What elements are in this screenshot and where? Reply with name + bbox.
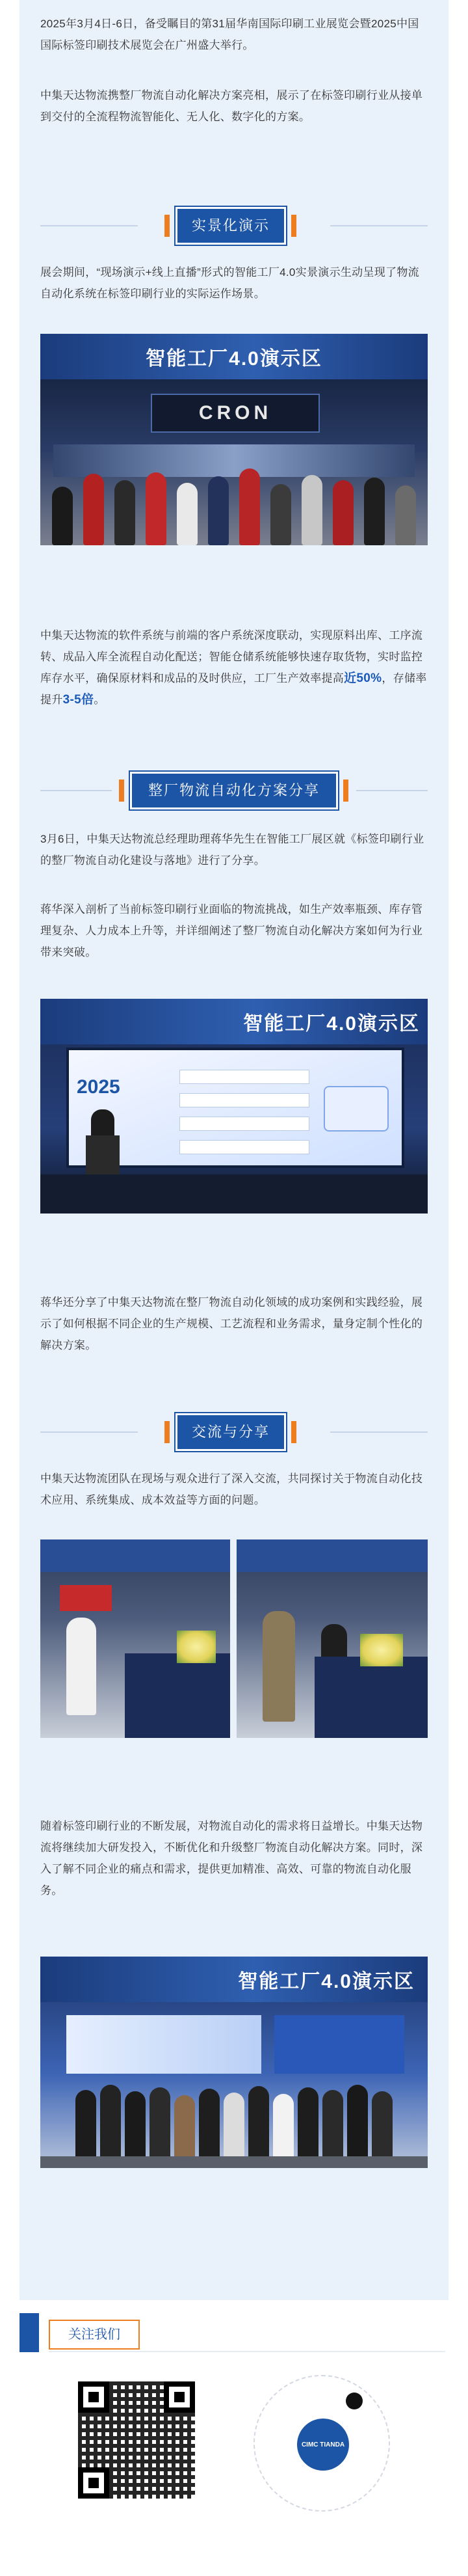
photo-brand-screen: CRON — [151, 394, 320, 433]
section2-paragraph-1: 3月6日，中集天达物流总经理助理蒋华先生在智能工厂展区就《标签印刷行业的整厂物流自动化建设与落地》进行了分享。 — [40, 833, 424, 867]
intro-paragraph-1: 2025年3月4日-6日，备受瞩目的第31届华南国际印刷工业展览会暨2025中国国际标签印刷技术展览会在广州盛大举行。 — [40, 18, 419, 51]
section1-paragraph-2: 中集天达物流的软件系统与前端的客户系统深度联动，实现原料出库、工序流转、成品入库全流程自动化配送；智能仓储系统能够快速存取货物，实时监控库存水平，确保原材料和成品的及时供应，工厂生产效率提高近50%，存储率提升3-5倍。 — [40, 629, 427, 707]
section2-paragraph-2: 蒋华深入剖析了当前标签印刷行业面临的物流挑战，如生产效率瓶颈、库存管理复杂、人力成本上升等，并详细阐述了整厂物流自动化解决方案如何为行业带来突破。 — [40, 903, 423, 958]
photo-banner: 智能工厂4.0演示区 — [40, 334, 428, 379]
brand-badge: CIMC TIANDA — [297, 2419, 349, 2471]
section-title-exchange — [0, 1413, 468, 1451]
photo-counter — [315, 1657, 428, 1738]
section-title-label: 交流与分享 — [176, 1413, 286, 1451]
photo-flowers — [177, 1631, 216, 1663]
tiktok-icon — [346, 2393, 363, 2409]
photo-booth-demo — [40, 334, 428, 545]
section1-paragraph-1: 展会期间，“现场演示+线上直播”形式的智能工厂4.0实景演示生动呈现了物流自动化系统在标签印刷行业的实际运作场景。 — [40, 266, 419, 300]
wechat-qr-code[interactable] — [72, 2375, 202, 2505]
photo-flowers — [360, 1634, 403, 1666]
follow-accent-bar — [20, 2313, 39, 2352]
photo-exchange-right — [237, 1539, 428, 1738]
highlight-storage: 3-5倍 — [62, 693, 94, 707]
photo-exchange-left — [40, 1539, 230, 1738]
section3-paragraph-2: 随着标签印刷行业的不断发展，对物流自动化的需求将日益增长。中集天达物流将继续加大研发投入，不断优化和升级整厂物流自动化解决方案。同时，深入了解不同企业的痛点和需求，提供更加精准、高效、可靠的物流自动化服务。 — [40, 1820, 423, 1897]
follow-us-label: 关注我们 — [49, 2320, 140, 2350]
screen-year: 2025 — [77, 1076, 120, 1098]
photo-speech — [40, 999, 428, 1213]
photo-podium — [86, 1135, 120, 1174]
photo-banner: 智能工厂4.0演示区 — [40, 1957, 428, 2002]
photo-crowd — [40, 467, 428, 545]
section-title-label: 整厂物流自动化方案分享 — [130, 772, 338, 809]
section-title-demo — [0, 207, 468, 245]
miniprogram-code[interactable] — [254, 2375, 390, 2512]
photo-banner: 智能工厂4.0演示区 — [40, 999, 428, 1044]
photo-visitor — [66, 1618, 96, 1715]
photo-counter — [125, 1653, 230, 1738]
follow-section — [20, 2313, 448, 2560]
intro-paragraph-2: 中集天达物流携整厂物流自动化解决方案亮相，展示了在标签印刷行业从接单到交付的全流程物流智能化、无人化、数字化的方案。 — [40, 89, 423, 123]
photo-visitor — [263, 1611, 295, 1722]
photo-group — [40, 1957, 428, 2168]
highlight-efficiency: 近50% — [344, 671, 382, 685]
section-title-label: 实景化演示 — [176, 207, 286, 245]
section3-paragraph-1: 中集天达物流团队在现场与观众进行了深入交流，共同探讨关于物流自动化技术应用、系统集成、成本效益等方面的问题。 — [40, 1472, 423, 1506]
section2-paragraph-3: 蒋华还分享了中集天达物流在整厂物流自动化领域的成功案例和实践经验，展示了如何根据不同企业的生产规模、工艺流程和业务需求，量身定制个性化的解决方案。 — [40, 1296, 423, 1351]
section-title-solution — [0, 772, 468, 809]
photo-group-people — [40, 2070, 428, 2168]
